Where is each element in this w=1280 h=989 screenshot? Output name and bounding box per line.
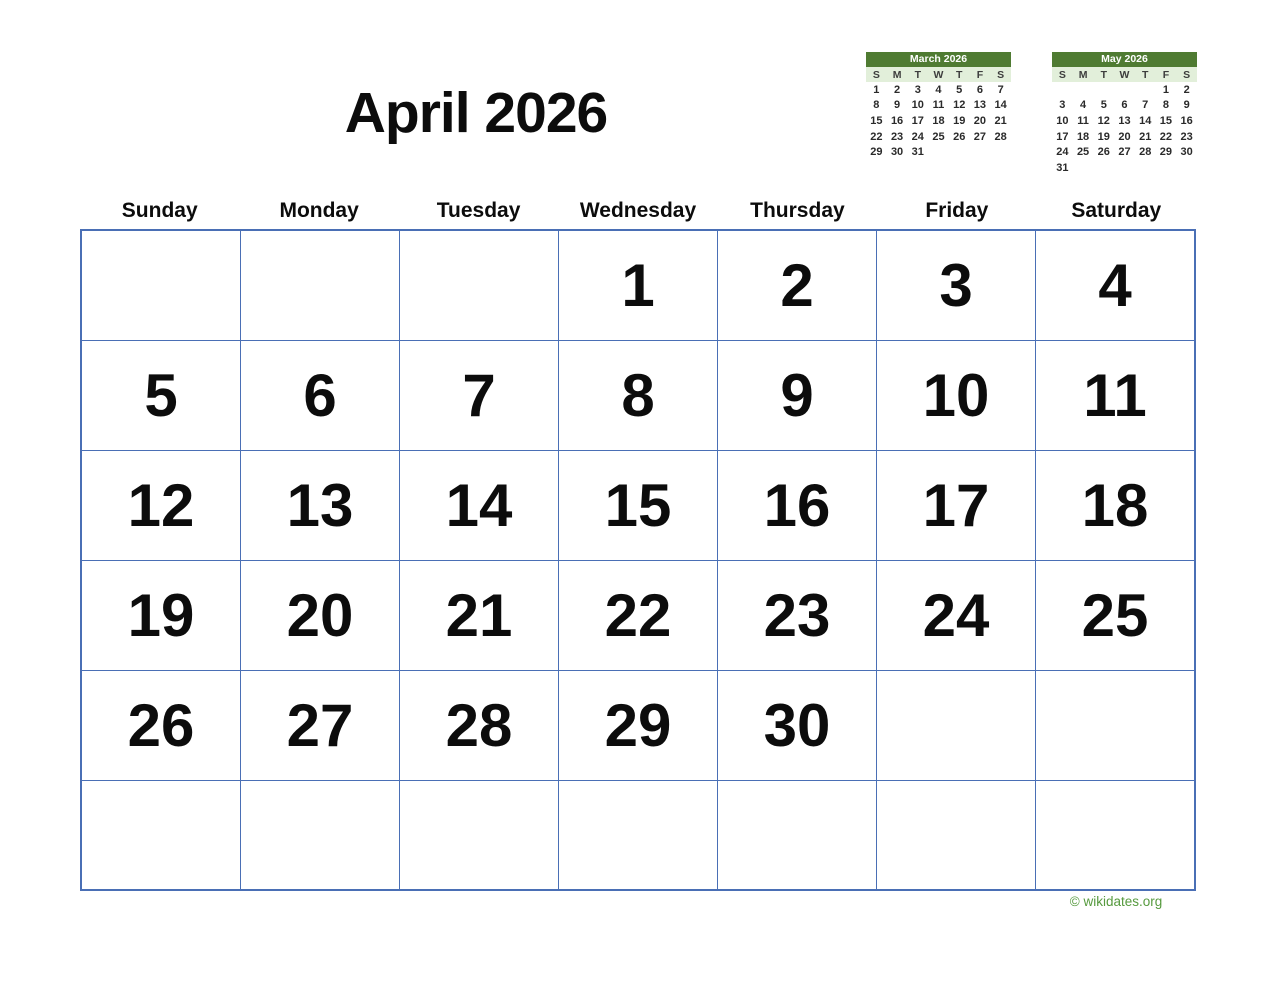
mini-date-cell: 1 — [1162, 83, 1169, 96]
date-cell: 3 — [877, 231, 1035, 340]
mini-date-cell — [949, 144, 970, 160]
date-cell: 6 — [241, 341, 399, 450]
mini-calendar-march — [866, 52, 1011, 160]
date-cell: 19 — [82, 561, 240, 670]
date-cell — [877, 781, 1035, 889]
mini-date-cell: 4 — [1080, 99, 1087, 112]
date-cell: 9 — [718, 341, 876, 450]
mini-date-cell: 25 — [932, 130, 945, 143]
day-header: Monday — [279, 199, 359, 222]
mini-weekday-label: S — [1058, 68, 1066, 81]
mini-date-cell — [1176, 160, 1197, 176]
mini-date-cell: 27 — [1118, 146, 1131, 159]
mini-date-cell: 5 — [956, 83, 963, 96]
mini-date-cell: 6 — [1121, 99, 1128, 112]
date-cell — [1036, 781, 1194, 889]
mini-date-cell: 25 — [1076, 146, 1090, 159]
mini-date-cell: 2 — [894, 83, 901, 96]
date-cell: 8 — [559, 341, 717, 450]
mini-date-cell — [1052, 82, 1073, 98]
date-cell — [718, 781, 876, 889]
date-cell: 15 — [559, 451, 717, 560]
mini-date-cell: 28 — [1139, 146, 1152, 159]
date-cell: 23 — [718, 561, 876, 670]
mini-date-cell: 26 — [953, 130, 966, 143]
date-cell: 10 — [877, 341, 1035, 450]
mini-weekday-label: W — [1119, 68, 1130, 81]
mini-weekday-label: F — [1162, 68, 1170, 81]
mini-calendar-may-dates — [1052, 82, 1197, 176]
date-cell — [400, 781, 558, 889]
mini-date-cell: 29 — [1159, 146, 1173, 159]
mini-date-cell: 15 — [870, 114, 883, 127]
mini-date-cell: 13 — [973, 99, 987, 112]
mini-date-cell: 7 — [1142, 99, 1149, 112]
date-cell: 13 — [241, 451, 399, 560]
date-cell: 27 — [241, 671, 399, 780]
mini-date-cell — [1093, 82, 1114, 98]
mini-date-cell: 27 — [973, 130, 987, 143]
mini-date-cell: 4 — [935, 83, 942, 96]
mini-weekday-label: M — [1078, 68, 1088, 81]
date-cell — [559, 781, 717, 889]
mini-date-cell: 2 — [1183, 83, 1190, 96]
mini-date-cell: 10 — [1056, 114, 1069, 127]
mini-date-cell: 16 — [1180, 114, 1193, 127]
mini-date-cell: 23 — [890, 130, 904, 143]
mini-weekday-label: M — [892, 68, 902, 81]
mini-calendar-may-weekdays — [1052, 67, 1197, 82]
mini-date-cell: 5 — [1100, 99, 1107, 112]
mini-date-cell: 23 — [1180, 130, 1193, 143]
mini-date-cell — [1135, 160, 1156, 176]
mini-date-cell: 22 — [1159, 130, 1173, 143]
mini-date-cell: 3 — [914, 83, 921, 96]
mini-date-cell — [1093, 160, 1114, 176]
mini-date-cell — [1135, 82, 1156, 98]
mini-date-cell: 7 — [997, 83, 1004, 96]
mini-date-cell: 19 — [953, 114, 966, 127]
mini-date-cell: 8 — [873, 99, 880, 112]
mini-weekday-label: T — [1100, 68, 1107, 81]
mini-date-cell: 9 — [894, 99, 901, 112]
mini-date-cell: 18 — [1076, 130, 1090, 143]
mini-date-cell: 6 — [976, 83, 983, 96]
date-cell: 1 — [559, 231, 717, 340]
date-cell: 11 — [1036, 341, 1194, 450]
mini-date-cell: 11 — [1077, 114, 1089, 127]
mini-date-cell: 20 — [973, 114, 987, 127]
date-cell: 17 — [877, 451, 1035, 560]
mini-weekday-label: T — [914, 68, 921, 81]
date-cell — [241, 231, 399, 340]
day-header: Friday — [925, 199, 989, 222]
mini-date-cell: 12 — [1097, 114, 1110, 127]
mini-weekday-label: S — [997, 68, 1005, 81]
day-header: Tuesday — [436, 199, 521, 222]
credit-text: © wikidates.org — [1069, 894, 1163, 909]
mini-date-cell: 20 — [1118, 130, 1131, 143]
mini-date-cell: 29 — [870, 146, 883, 159]
date-cell: 26 — [82, 671, 240, 780]
mini-weekday-label: S — [1183, 68, 1191, 81]
page-title: April 2026 — [344, 81, 608, 145]
mini-calendar-may-title: May 2026 — [1052, 52, 1197, 67]
mini-date-cell: 3 — [1059, 99, 1066, 112]
mini-date-cell: 31 — [911, 146, 924, 159]
mini-date-cell: 15 — [1159, 114, 1173, 127]
mini-date-cell: 31 — [1056, 161, 1069, 174]
date-cell: 29 — [559, 671, 717, 780]
mini-date-cell: 16 — [890, 114, 904, 127]
mini-date-cell: 11 — [932, 99, 945, 112]
mini-date-cell: 28 — [994, 130, 1007, 143]
mini-date-cell: 9 — [1183, 99, 1190, 112]
mini-date-cell: 30 — [1180, 146, 1193, 159]
mini-weekday-label: T — [955, 68, 963, 81]
day-header: Sunday — [121, 199, 198, 222]
day-header: Wednesday — [579, 199, 697, 222]
date-cell: 21 — [400, 561, 558, 670]
date-cell: 5 — [82, 341, 240, 450]
mini-weekday-label: S — [872, 68, 880, 81]
mini-date-cell: 18 — [932, 114, 945, 127]
mini-date-cell: 21 — [994, 114, 1007, 127]
mini-calendar-march-weekdays — [866, 67, 1011, 82]
date-cell: 14 — [400, 451, 558, 560]
date-cell: 2 — [718, 231, 876, 340]
mini-date-cell: 26 — [1097, 146, 1110, 159]
mini-date-cell — [990, 144, 1011, 160]
mini-date-cell: 13 — [1118, 114, 1131, 127]
mini-date-cell: 14 — [1139, 114, 1152, 127]
mini-date-cell — [970, 144, 991, 160]
mini-date-cell: 12 — [953, 99, 966, 112]
date-cell — [1036, 671, 1194, 780]
mini-date-cell — [1073, 160, 1094, 176]
date-cell: 16 — [718, 451, 876, 560]
mini-date-cell: 17 — [1056, 130, 1069, 143]
mini-date-cell: 17 — [911, 114, 924, 127]
mini-weekday-label: F — [976, 68, 984, 81]
date-cell — [877, 671, 1035, 780]
mini-date-cell: 14 — [994, 99, 1007, 112]
date-cell — [241, 781, 399, 889]
mini-date-cell: 21 — [1139, 130, 1152, 143]
date-cell: 24 — [877, 561, 1035, 670]
date-cell: 7 — [400, 341, 558, 450]
day-header: Saturday — [1071, 199, 1162, 222]
mini-date-cell: 8 — [1162, 99, 1169, 112]
date-cell — [82, 231, 240, 340]
mini-date-cell — [1114, 160, 1135, 176]
date-cell: 18 — [1036, 451, 1194, 560]
mini-weekday-label: W — [933, 68, 944, 81]
date-cell: 22 — [559, 561, 717, 670]
mini-date-cell: 19 — [1097, 130, 1110, 143]
mini-weekday-label: T — [1141, 68, 1149, 81]
date-cell: 28 — [400, 671, 558, 780]
mini-date-cell: 24 — [1056, 146, 1069, 159]
mini-date-cell: 10 — [911, 99, 924, 112]
mini-date-cell — [1073, 82, 1094, 98]
mini-date-cell: 1 — [873, 83, 880, 96]
date-cell: 25 — [1036, 561, 1194, 670]
mini-calendar-march-dates — [866, 82, 1011, 160]
date-cell — [82, 781, 240, 889]
day-header: Thursday — [750, 199, 845, 222]
date-cell: 12 — [82, 451, 240, 560]
date-cell: 20 — [241, 561, 399, 670]
mini-calendar-march-title: March 2026 — [866, 52, 1011, 67]
mini-date-cell: 30 — [890, 146, 904, 159]
mini-date-cell: 24 — [911, 130, 924, 143]
calendar-grid — [80, 229, 1196, 891]
mini-date-cell: 22 — [870, 130, 883, 143]
mini-date-cell — [1156, 160, 1177, 176]
date-cell: 30 — [718, 671, 876, 780]
mini-date-cell — [1114, 82, 1135, 98]
date-cell: 4 — [1036, 231, 1194, 340]
day-of-week-header-row — [80, 197, 1196, 225]
mini-date-cell — [928, 144, 949, 160]
date-cell — [400, 231, 558, 340]
mini-calendar-may — [1052, 52, 1197, 176]
